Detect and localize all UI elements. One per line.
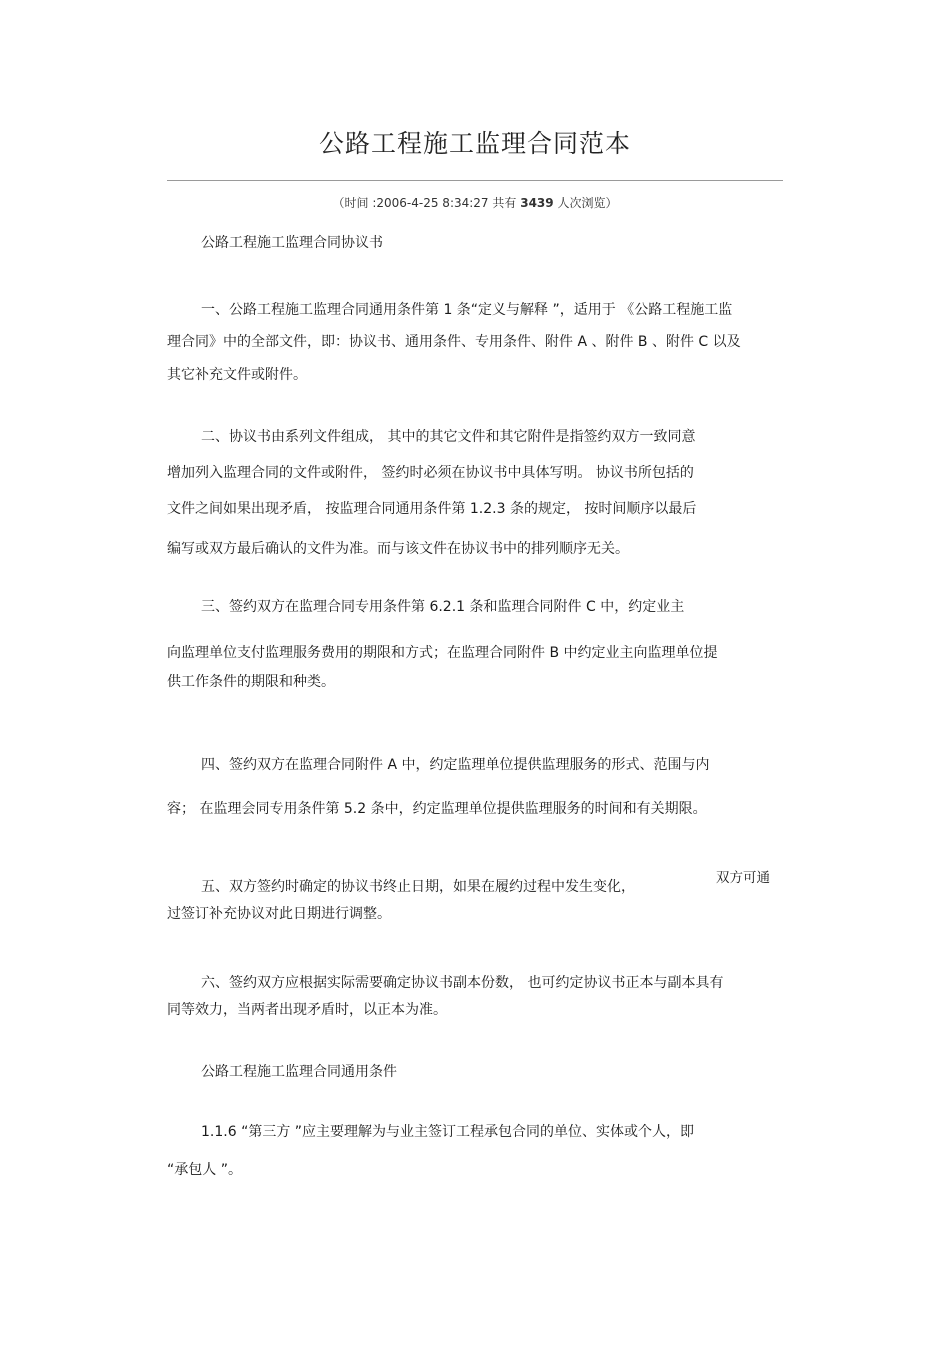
text-line: 三、签约双方在监理合同专用条件第 6.2.1 条和监理合同附件 C 中，约定业主 xyxy=(201,599,685,615)
meta-suffix: 人次浏览） xyxy=(553,196,618,210)
text-line: 编写或双方最后确认的文件为准。而与该文件在协议书中的排列顺序无关。 xyxy=(167,541,629,557)
view-count: 3439 xyxy=(520,196,554,210)
text-line: 向监理单位支付监理服务费用的期限和方式；在监理合同附件 B 中约定业主向监理单位提 xyxy=(167,645,718,661)
text-line: 一、公路工程施工监理合同通用条件第 1 条“定义与解释 ”，适用于 《公路工程施工监 xyxy=(201,302,733,318)
text-line: 文件之间如果出现矛盾， 按监理合同通用条件第 1.2.3 条的规定， 按时间顺序以最后 xyxy=(167,501,697,517)
text-line: 理合同》中的全部文件，即：协议书、通用条件、专用条件、附件 A 、附件 B 、附件 C 以及 xyxy=(167,334,741,350)
text-line: 增加列入监理合同的文件或附件， 签约时必须在协议书中具体写明。 协议书所包括的 xyxy=(167,465,694,481)
section-heading-agreement: 公路工程施工监理合同协议书 xyxy=(201,235,383,251)
text-line: 四、签约双方在监理合同附件 A 中，约定监理单位提供监理服务的形式、范围与内 xyxy=(201,757,710,773)
text-line: 六、签约双方应根据实际需要确定协议书副本份数， 也可约定协议书正本与副本具有 xyxy=(201,975,724,991)
section-heading-general: 公路工程施工监理合同通用条件 xyxy=(201,1064,397,1080)
document-title: 公路工程施工监理合同范本 xyxy=(318,129,631,158)
text-line: 供工作条件的期限和种类。 xyxy=(167,674,335,690)
text-line-fragment: 双方可通 xyxy=(716,870,770,886)
text-line: “承包人 ”。 xyxy=(167,1162,242,1178)
meta-prefix: （时间 :2006-4-25 8:34:27 共有 xyxy=(332,196,517,210)
title-divider xyxy=(167,180,783,181)
text-line: 其它补充文件或附件。 xyxy=(167,367,307,383)
text-line: 1.1.6 “第三方 ”应主要理解为与业主签订工程承包合同的单位、实体或个人，即 xyxy=(201,1124,695,1140)
text-line: 容； 在监理会同专用条件第 5.2 条中，约定监理单位提供监理服务的时间和有关期限。 xyxy=(167,801,707,817)
text-line: 五、双方签约时确定的协议书终止日期，如果在履约过程中发生变化， xyxy=(201,879,635,895)
text-line: 二、协议书由系列文件组成， 其中的其它文件和其它附件是指签约双方一致同意 xyxy=(201,429,696,445)
text-line: 过签订补充协议对此日期进行调整。 xyxy=(167,906,391,922)
text-line: 同等效力，当两者出现矛盾时，以正本为准。 xyxy=(167,1002,447,1018)
document-meta xyxy=(0,194,950,211)
